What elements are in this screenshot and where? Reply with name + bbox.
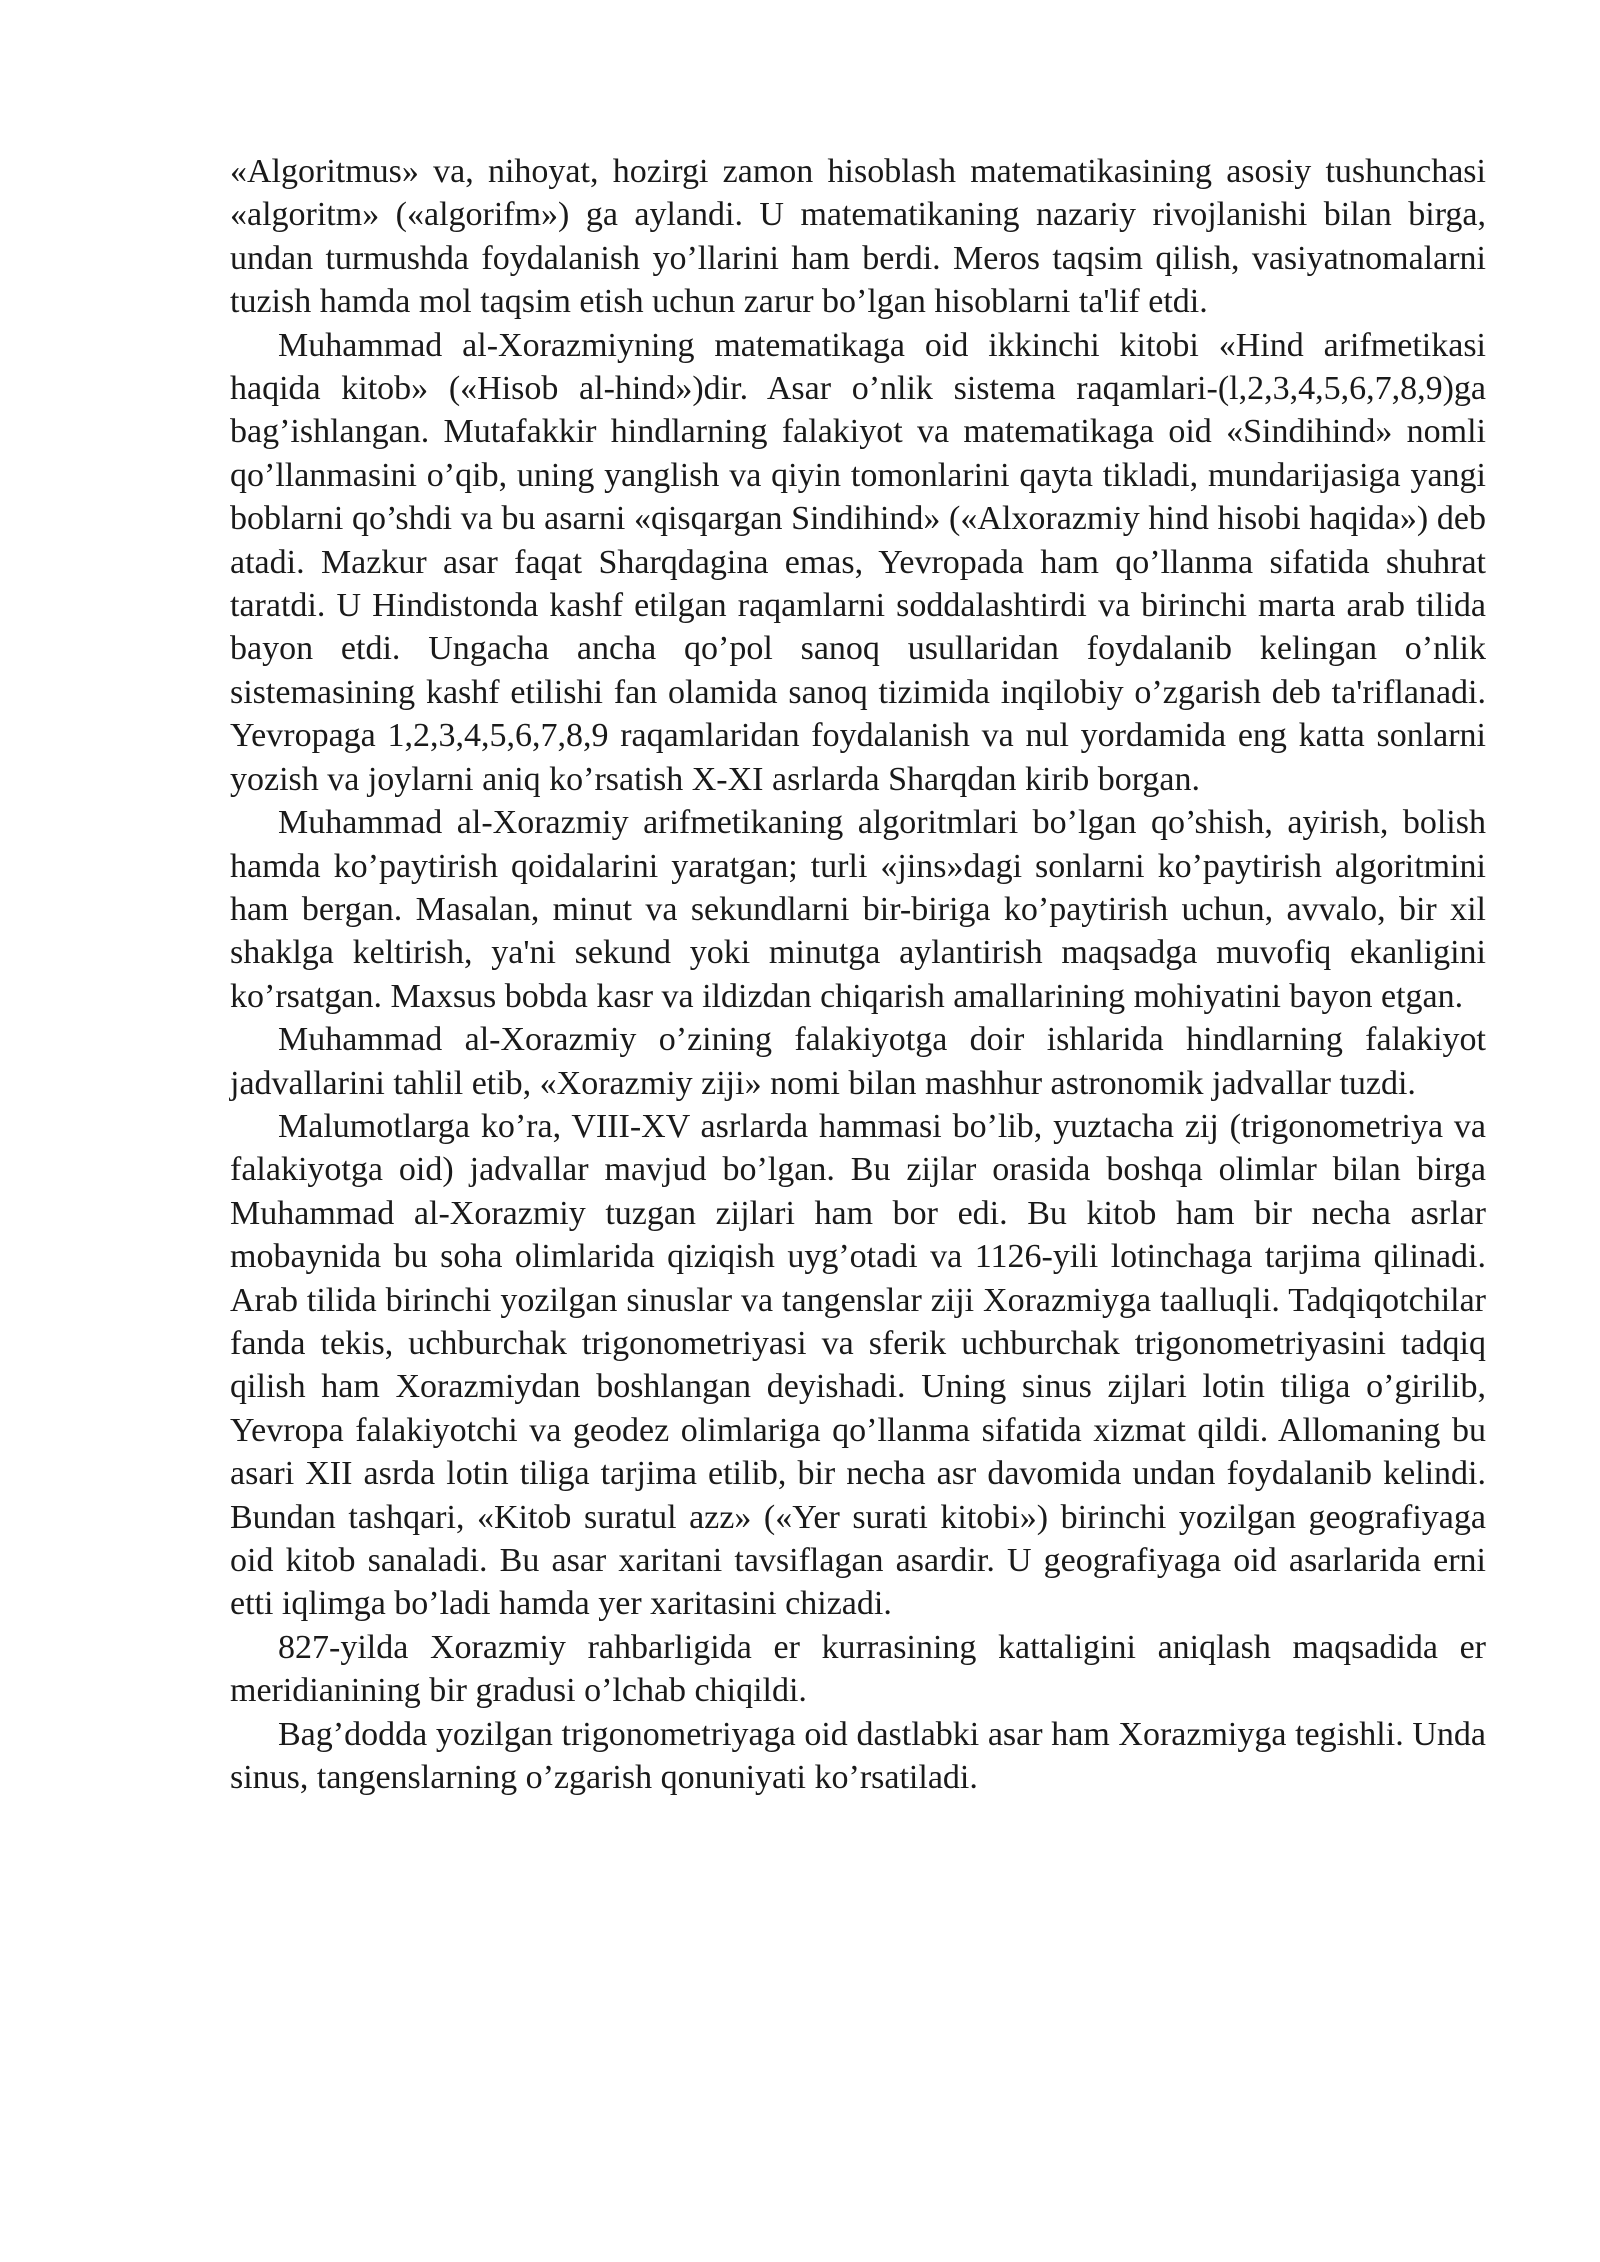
paragraph-meridian: 827-yilda Xorazmiy rahbarligida er kurrasining kattaligini aniqlash maqsadida er meridianining bir gradusi o’lchab chiqildi. (230, 1628, 1486, 1710)
paragraph-algoritm: «Algoritmus» va, nihoyat, hozirgi zamon hisoblash matematikasining asosiy tushunchasi «algoritm» («algorifm») ga aylandi. U matematikaning nazariy rivojlanishi bilan birga, undan turmushda foydalanish yo’llarini ham berdi. Meros taqsim qilish, vasiyatnomalarni tuzish hamda mol taqsim etish uchun zarur bo’lgan hisoblarni ta'lif etdi. (230, 153, 1486, 321)
paragraph-hind-arifmetikasi: Muhammad al-Xorazmiyning matematikaga oid ikkinchi kitobi «Hind arifmetikasi haqida kitob» («Hisob al-hind»)dir. Asar o’nlik sistema raqamlari-(l,2,3,4,5,6,7,8,9)ga bag’ishlangan. Mutafakkir hindlarning falakiyot va matematikaga oid «Sindihind» nomli qo’llanmasini o’qib, uning yanglish va qiyin tomonlarini qayta tikladi, mundarijasiga yangi boblarni qo’shdi va bu asarni «qisqargan Sindihind» («Alxorazmiy hind hisobi haqida») deb atadi. Mazkur asar faqat Sharqdagina emas, Yevropada ham qo’llanma sifatida shuhrat taratdi. U Hindistonda kashf etilgan raqamlarni soddalashtirdi va birinchi marta arab tilida bayon etdi. Ungacha ancha qo’pol sanoq usullaridan foydalanib kelingan o’nlik sistemasining kashf etilishi fan olamida sanoq tizimida inqilobiy o’zgarish deb ta'riflanadi. Yevropaga 1,2,3,4,5,6,7,8,9 raqamlaridan foydalanish va nul yordamida eng katta sonlarni yozish va joylarni aniq ko’rsatish X-XI asrlarda Sharqdan kirib borgan. (230, 326, 1486, 798)
paragraph-xorazmiy-ziji: Muhammad al-Xorazmiy o’zining falakiyotga doir ishlarida hindlarning falakiyot jadvallarini tahlil etib, «Xorazmiy ziji» nomi bilan mashhur astronomik jadvallar tuzdi. (230, 1021, 1486, 1102)
paragraph-arifmetika-algoritmlari: Muhammad al-Xorazmiy arifmetikaning algoritmlari bo’lgan qo’shish, ayirish, bolish hamda ko’paytirish qoidalarini yaratgan; turli «jins»dagi sonlarni ko’paytirish algoritmini ham bergan. Masalan, minut va sekundlarni bir-biriga ko’paytirish uchun, avvalo, bir xil shaklga keltirish, ya'ni sekund yoki minutga aylantirish maqsadga muvofiq ekanligini ko’rsatgan. Maxsus bobda kasr va ildizdan chiqarish amallarining mohiyatini bayon etgan. (230, 804, 1486, 1015)
document-page (230, 150, 1486, 1799)
paragraph-trigonometriya: Bag’dodda yozilgan trigonometriyaga oid dastlabki asar ham Xorazmiyga tegishli. Unda sinus, tangenslarning o’zgarish qonuniyati ko’rsatiladi. (230, 1715, 1486, 1797)
paragraph-zijlar: Malumotlarga ko’ra, VIII-XV asrlarda hammasi bo’lib, yuztacha zij (trigonometriya va falakiyotga oid) jadvallar mavjud bo’lgan. Bu zijlar orasida boshqa olimlar bilan birga Muhammad al-Xorazmiy tuzgan zijlari ham bor edi. Bu kitob ham bir necha asrlar mobaynida bu soha olimlarida qiziqish uyg’otadi va 1126-yili lotinchaga tarjima qilinadi. Arab tilida birinchi yozilgan sinuslar va tangenslar ziji Xorazmiyga taalluqli. Tadqiqotchilar fanda tekis, uchburchak trigonometriyasi va sferik uchburchak trigonometriyasini tadqiq qilish ham Xorazmiydan boshlangan deyishadi. Uning sinus zijlari lotin tiliga o’girilib, Yevropa falakiyotchi va geodez olimlariga qo’llanma sifatida xizmat qildi. Allomaning bu asari XII asrda lotin tiliga tarjima etilib, bir necha asr davomida undan foydalanib kelindi. Bundan tashqari, «Kitob suratul azz» («Yer surati kitobi») birinchi yozilgan geografiyaga oid kitob sanaladi. Bu asar xaritani tavsiflagan asardir. U geografiyaga oid asarlarida erni etti iqlimga bo’ladi hamda yer xaritasini chizadi. (230, 1107, 1486, 1623)
